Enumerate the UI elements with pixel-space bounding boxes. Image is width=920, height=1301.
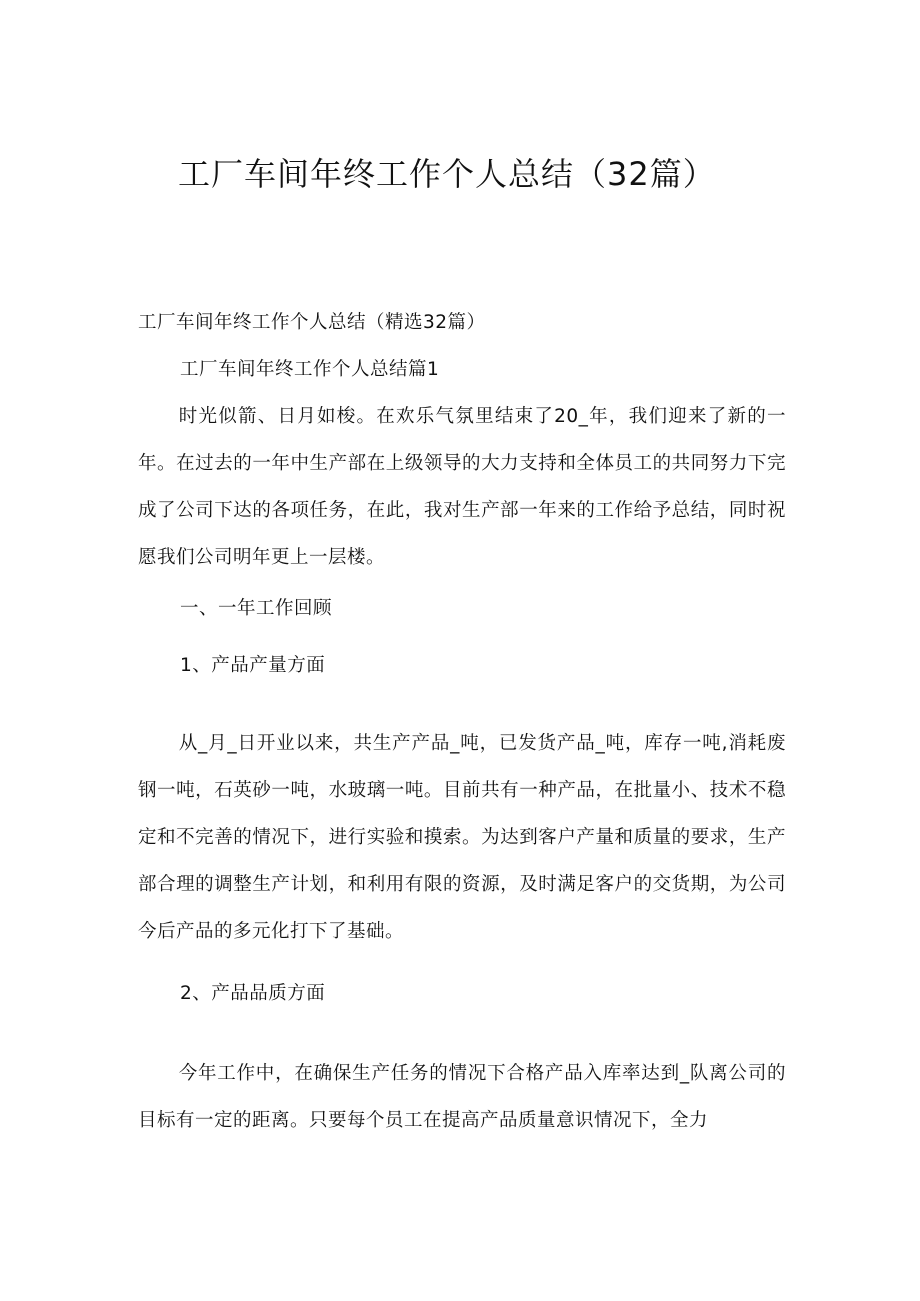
heading-product-output: 1、产品产量方面 [180,655,326,676]
document-title: 工厂车间年终工作个人总结（32篇） [178,155,716,193]
heading-product-quality: 2、产品品质方面 [180,983,326,1004]
paragraph-product-quality: 今年工作中，在确保生产任务的情况下合格产品入库率达到_队离公司的目标有一定的距离。只要每个员工在提高产品质量意识情况下，全力 [138,1063,786,1131]
heading-year-review: 一、一年工作回顾 [180,598,333,619]
section-heading: 工厂车间年终工作个人总结篇1 [180,359,440,380]
document-subtitle: 工厂车间年终工作个人总结（精选32篇） [138,312,486,333]
paragraph-intro: 时光似箭、日月如梭。在欢乐气氛里结束了20_年，我们迎来了新的一年。在过去的一年中生产部在上级领导的大力支持和全体员工的共同努力下完成了公司下达的各项任务，在此，我对生产部一年来的工作给予总结，同时祝愿我们公司明年更上一层楼。 [138,406,786,568]
paragraph-product-output: 从_月_日开业以来，共生产产品_吨，已发货产品_吨，库存一吨,消耗废钢一吨，石英砂一吨，水玻璃一吨。目前共有一种产品，在批量小、技术不稳定和不完善的情况下，进行实验和摸索。为达到客户产量和质量的要求，生产部合理的调整生产计划，和利用有限的资源，及时满足客户的交货期，为公司今后产品的多元化打下了基础。 [138,733,786,942]
